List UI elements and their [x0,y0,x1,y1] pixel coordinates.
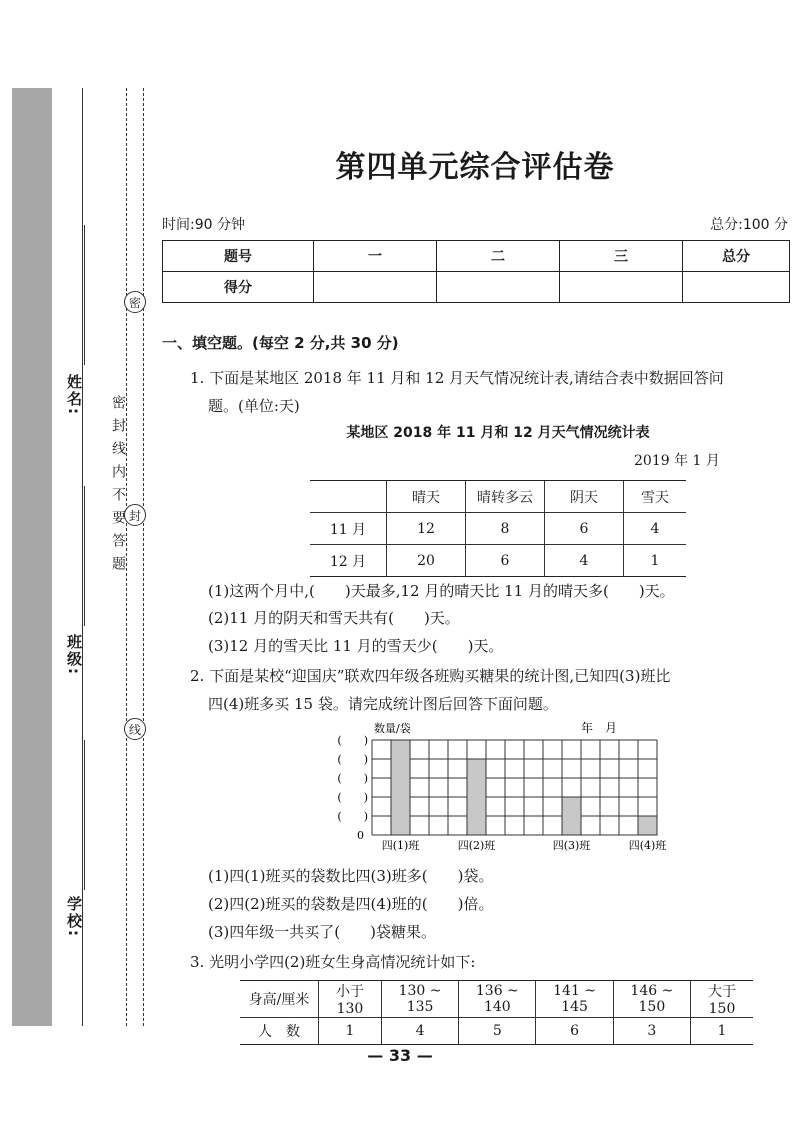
binding-solid-line [82,88,83,1026]
page-title: 第四单元综合评估卷 [335,150,615,185]
table-cell: 8 [466,513,545,545]
table-header-cell: 大于 150 [691,981,754,1018]
score-header-cell: 题号 [163,241,314,272]
chart-grid [372,740,657,835]
table-header-cell: 阴天 [545,481,624,513]
q2-sub2: (2)四(2)班买的袋数是四(4)班的( )倍。 [208,895,494,913]
score-header-cell: 总分 [683,241,790,272]
table-header-cell: 晴天 [387,481,466,513]
chart-y-tick-label: ( ) [337,810,368,823]
weather-table-title: 某地区 2018 年 11 月和 12 月天气情况统计表 [346,425,650,441]
chart-y-axis-label: 数量/袋 [374,722,411,735]
table-row [310,481,686,513]
table-cell: 4 [381,1018,458,1045]
table-header-cell: 141 ~ 145 [536,981,613,1018]
chart-y-tick-label: ( ) [337,791,368,804]
weather-table-date: 2019 年 1 月 [634,453,720,469]
score-row-label: 得分 [163,272,314,303]
chart-bar [391,740,410,835]
score-entry-cell[interactable] [683,272,790,303]
table-cell: 1 [319,1018,382,1045]
score-header-cell: 三 [560,241,683,272]
table-cell: 3 [613,1018,690,1045]
class-label: 班级: [65,634,83,676]
score-header-cell: 一 [314,241,437,272]
chart-date-label: 年 月 [581,721,618,735]
candy-bar-chart [320,716,670,856]
table-row [240,981,753,1018]
binding-dashed-line-2 [143,88,144,1026]
chart-y-tick-label: 0 [357,829,364,842]
name-fill-line[interactable] [84,225,85,365]
table-cell: 6 [545,513,624,545]
score-entry-cell[interactable] [560,272,683,303]
name-label: 姓名: [65,374,83,416]
q2-text-line2: 四(4)班多买 15 袋。请完成统计图后回答下面问题。 [208,695,558,713]
chart-category-label: 四(2)班 [457,839,496,852]
table-cell: 5 [459,1018,536,1045]
score-header-cell: 二 [437,241,560,272]
seal-warning-text: 密封线内不要答题 [110,395,126,579]
chart-bar [467,759,486,835]
school-label: 学校: [65,896,83,938]
table-cell: 6 [536,1018,613,1045]
table-cell: 12 [387,513,466,545]
score-entry-cell[interactable] [437,272,560,303]
q2-text-line1: 2. 下面是某校“迎国庆”联欢四年级各班购买糖果的统计图,已知四(3)班比 [190,667,671,685]
q1-text-line1: 1. 下面是某地区 2018 年 11 月和 12 月天气情况统计表,请结合表中数据回答问 [190,369,724,387]
q1-sub2: (2)11 月的阴天和雪天共有( )天。 [208,609,460,627]
chart-y-tick-label: ( ) [337,734,368,747]
weather-table [310,480,686,577]
binding-sidebar [12,88,52,1026]
school-fill-line[interactable] [84,740,85,890]
class-fill-line[interactable] [84,486,85,626]
q3-text-line1: 3. 光明小学四(2)班女生身高情况统计如下: [190,953,476,971]
q1-sub3: (3)12 月的雪天比 11 月的雪天少( )天。 [208,637,504,655]
table-cell: 20 [387,545,466,577]
table-cell: 4 [545,545,624,577]
table-cell: 1 [691,1018,754,1045]
table-header-cell: 雪天 [624,481,687,513]
q2-sub3: (3)四年级一共买了( )袋糖果。 [208,923,436,941]
seal-xian: 线 [124,718,146,740]
height-table [240,980,753,1045]
table-cell: 4 [624,513,687,545]
section-heading [162,332,399,353]
q1-text-line2: 题。(单位:天) [208,397,300,415]
exam-total: 总分:100 分 [710,217,788,233]
seal-mi: 密 [124,291,146,313]
table-header-cell: 146 ~ 150 [613,981,690,1018]
table-header-cell: 晴转多云 [466,481,545,513]
score-table [162,240,790,303]
table-cell: 11 月 [310,513,387,545]
table-row-label: 人 数 [240,1018,319,1045]
table-header-cell: 130 ~ 135 [381,981,458,1018]
table-header-cell [310,481,387,513]
q2-sub1: (1)四(1)班买的袋数比四(3)班多( )袋。 [208,867,494,885]
table-header-cell: 136 ~ 140 [459,981,536,1018]
table-header-cell: 身高/厘米 [240,981,319,1018]
chart-bar [638,816,657,835]
chart-category-label: 四(3)班 [552,839,591,852]
table-header-cell: 小于 130 [319,981,382,1018]
q1-sub1: (1)这两个月中,( )天最多,12 月的晴天比 11 月的晴天多( )天。 [208,582,675,600]
table-cell: 12 月 [310,545,387,577]
chart-y-tick-label: ( ) [337,753,368,766]
score-entry-cell[interactable] [314,272,437,303]
table-row [240,1018,753,1045]
table-cell: 6 [466,545,545,577]
chart-category-label: 四(1)班 [381,839,420,852]
table-row [310,545,686,577]
table-cell: 1 [624,545,687,577]
chart-y-tick-label: ( ) [337,772,368,785]
table-row [310,513,686,545]
chart-bar [562,797,581,835]
section-heading-text: 一、填空题。(每空 2 分,共 30 分) [162,334,399,352]
page-number: — 33 — [367,1046,433,1065]
seal-feng: 封 [124,504,146,526]
chart-category-label: 四(4)班 [628,839,667,852]
exam-time: 时间:90 分钟 [162,217,245,233]
